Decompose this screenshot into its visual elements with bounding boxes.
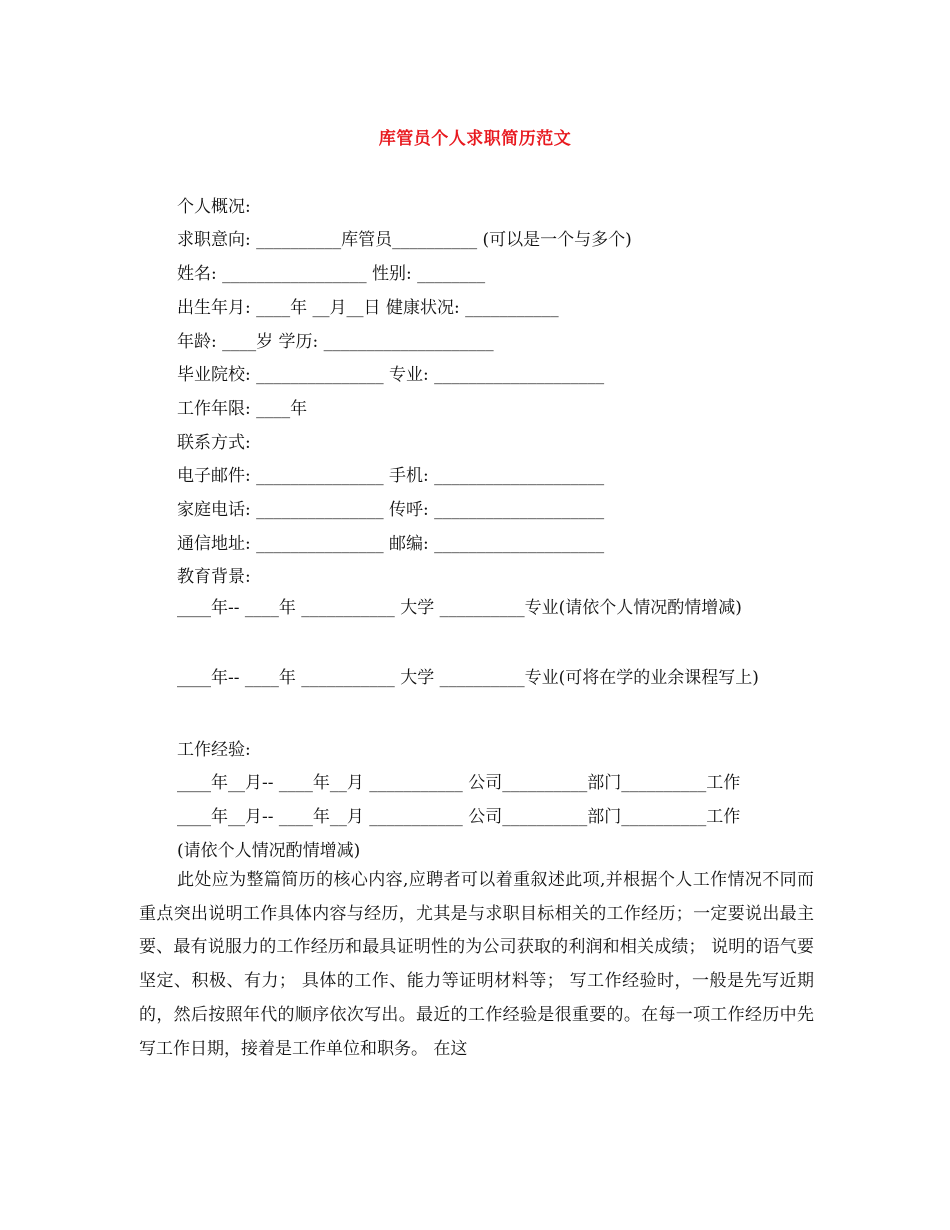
field-school-major: 毕业院校: _______________ 专业: ____________________ xyxy=(177,365,605,385)
label-education: 教育背景: xyxy=(177,567,251,587)
field-job-intention: 求职意向: __________库管员__________ (可以是一个与多个) xyxy=(177,230,632,250)
education-entries xyxy=(139,592,814,626)
field-name-gender: 姓名: _________________ 性别: ________ xyxy=(177,264,486,284)
education-entry: ____年-- ____年 ___________ 大学 __________专业(请依个人情况酌情增减) xyxy=(177,598,742,618)
work-entry: ____年__月-- ____年__月 ___________ 公司__________部门__________工作 xyxy=(177,773,741,793)
label-work-experience: 工作经验: xyxy=(177,740,251,760)
field-phone-pager: 家庭电话: _______________ 传呼: ____________________ xyxy=(177,500,605,520)
education-entries-2 xyxy=(139,662,814,696)
work-note: (请依个人情况酌情增减) xyxy=(177,841,361,861)
field-birth-health: 出生年月: ____年 __月__日 健康状况: ___________ xyxy=(177,298,559,318)
document-title: 库管员个人求职简历范文 xyxy=(378,129,572,149)
field-work-years: 工作年限: ____年 xyxy=(177,399,308,419)
work-entry: ____年__月-- ____年__月 ___________ 公司__________部门__________工作 xyxy=(177,807,741,827)
field-email-mobile: 电子邮件: _______________ 手机: ____________________ xyxy=(177,466,605,486)
field-address-zip: 通信地址: _______________ 邮编: ____________________ xyxy=(177,534,605,554)
label-personal-overview: 个人概况: xyxy=(177,197,251,217)
field-age-education: 年龄: ____岁 学历: ____________________ xyxy=(177,332,494,352)
body-paragraph: 此处应为整篇简历的核心内容,应聘者可以着重叙述此项,并根据个人工作情况不同而重点突出说明工作具体内容与经历，尤其是与求职目标相关的工作经历；一定要说出最主要、最有说服力的工作经历和最具证明性的为公司获取的利润和相关成绩； 说明的语气要坚定、积极、有力； 具体的工作、能力等证明材料等； 写工作经验时，一般是先写近期的，然后按照年代的顺序依次写出。最近的工作经验是很重要的。在每一项工作经历中先写工作日期，接着是工作单位和职务。 在这 xyxy=(139,870,814,1059)
label-contact: 联系方式: xyxy=(177,433,251,453)
education-entry: ____年-- ____年 ___________ 大学 __________专业(可将在学的业余课程写上) xyxy=(177,668,759,688)
